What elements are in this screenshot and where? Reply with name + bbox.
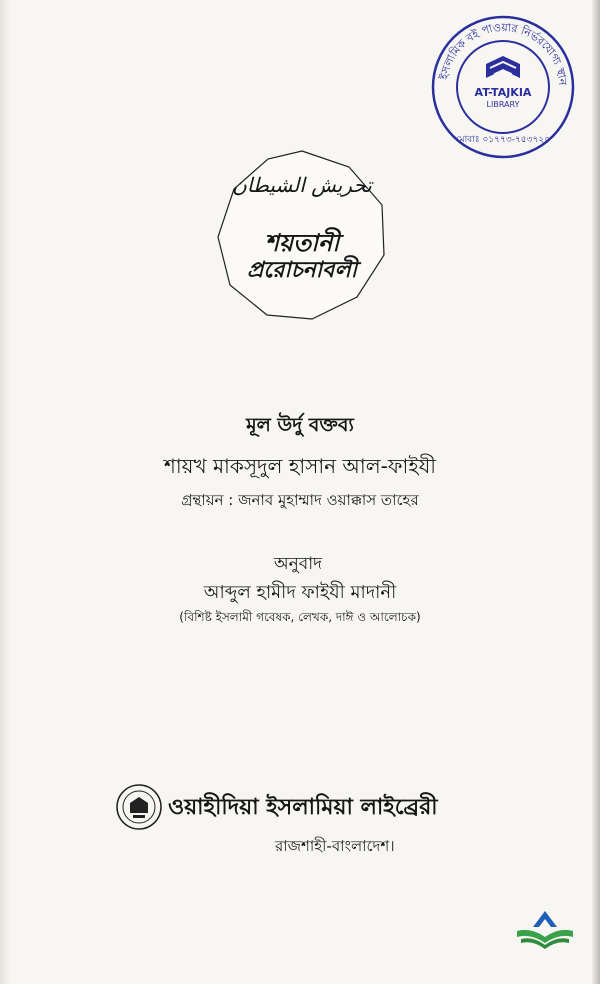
title-badge: [212, 145, 392, 325]
stamp-seal-icon: [428, 12, 578, 162]
title-arabic: تحريش الشيطان: [232, 173, 372, 197]
publisher-seal-icon: [115, 783, 163, 831]
stamp-phone: মোবাঃ ০১৭৭৩-৭৫৩৭২০: [455, 135, 551, 145]
title-bengali-line1: শয়তানী: [264, 229, 340, 257]
open-book-icon: [513, 905, 577, 953]
svg-text:ইসলামিক বই পাওয়ার নির্ভরযোগ্য: [437, 21, 569, 86]
stamp-ring-text: ইসলামিক বই পাওয়ার নির্ভরযোগ্য স্থান: [437, 20, 570, 86]
original-heading: মূল উর্দু বক্তব্য: [246, 414, 354, 436]
stamp-brand-line1: AT-TAJKIA: [474, 86, 532, 99]
publisher-logo: [115, 783, 163, 831]
stamp-brand-line2: LIBRARY: [486, 100, 520, 109]
library-stamp: [428, 12, 578, 162]
translator-description: (বিশিষ্ট ইসলামী গবেষক, লেখক, দাঈ ও আলোচক): [179, 610, 421, 624]
publisher-location: রাজশাহী-বাংলাদেশ।: [275, 837, 395, 855]
translation-label: অনুবাদ: [273, 554, 323, 574]
translator-name: আব্দুল হামীদ ফাইযী মাদানী: [203, 582, 397, 603]
corner-book-logo: [513, 905, 577, 953]
compiler-line: গ্রন্থায়ন : জনাব মুহাম্মাদ ওয়াক্কাস তাহের: [181, 491, 419, 509]
title-bengali-line2: প্ররোচনাবলী: [246, 258, 358, 283]
author-name: শায়খ মাকসূদুল হাসান আল-ফাইযী: [164, 454, 436, 478]
book-icon: [486, 56, 520, 78]
publisher-name: ওয়াহীদিয়া ইসলামিয়া লাইব্রেরী: [168, 795, 438, 820]
